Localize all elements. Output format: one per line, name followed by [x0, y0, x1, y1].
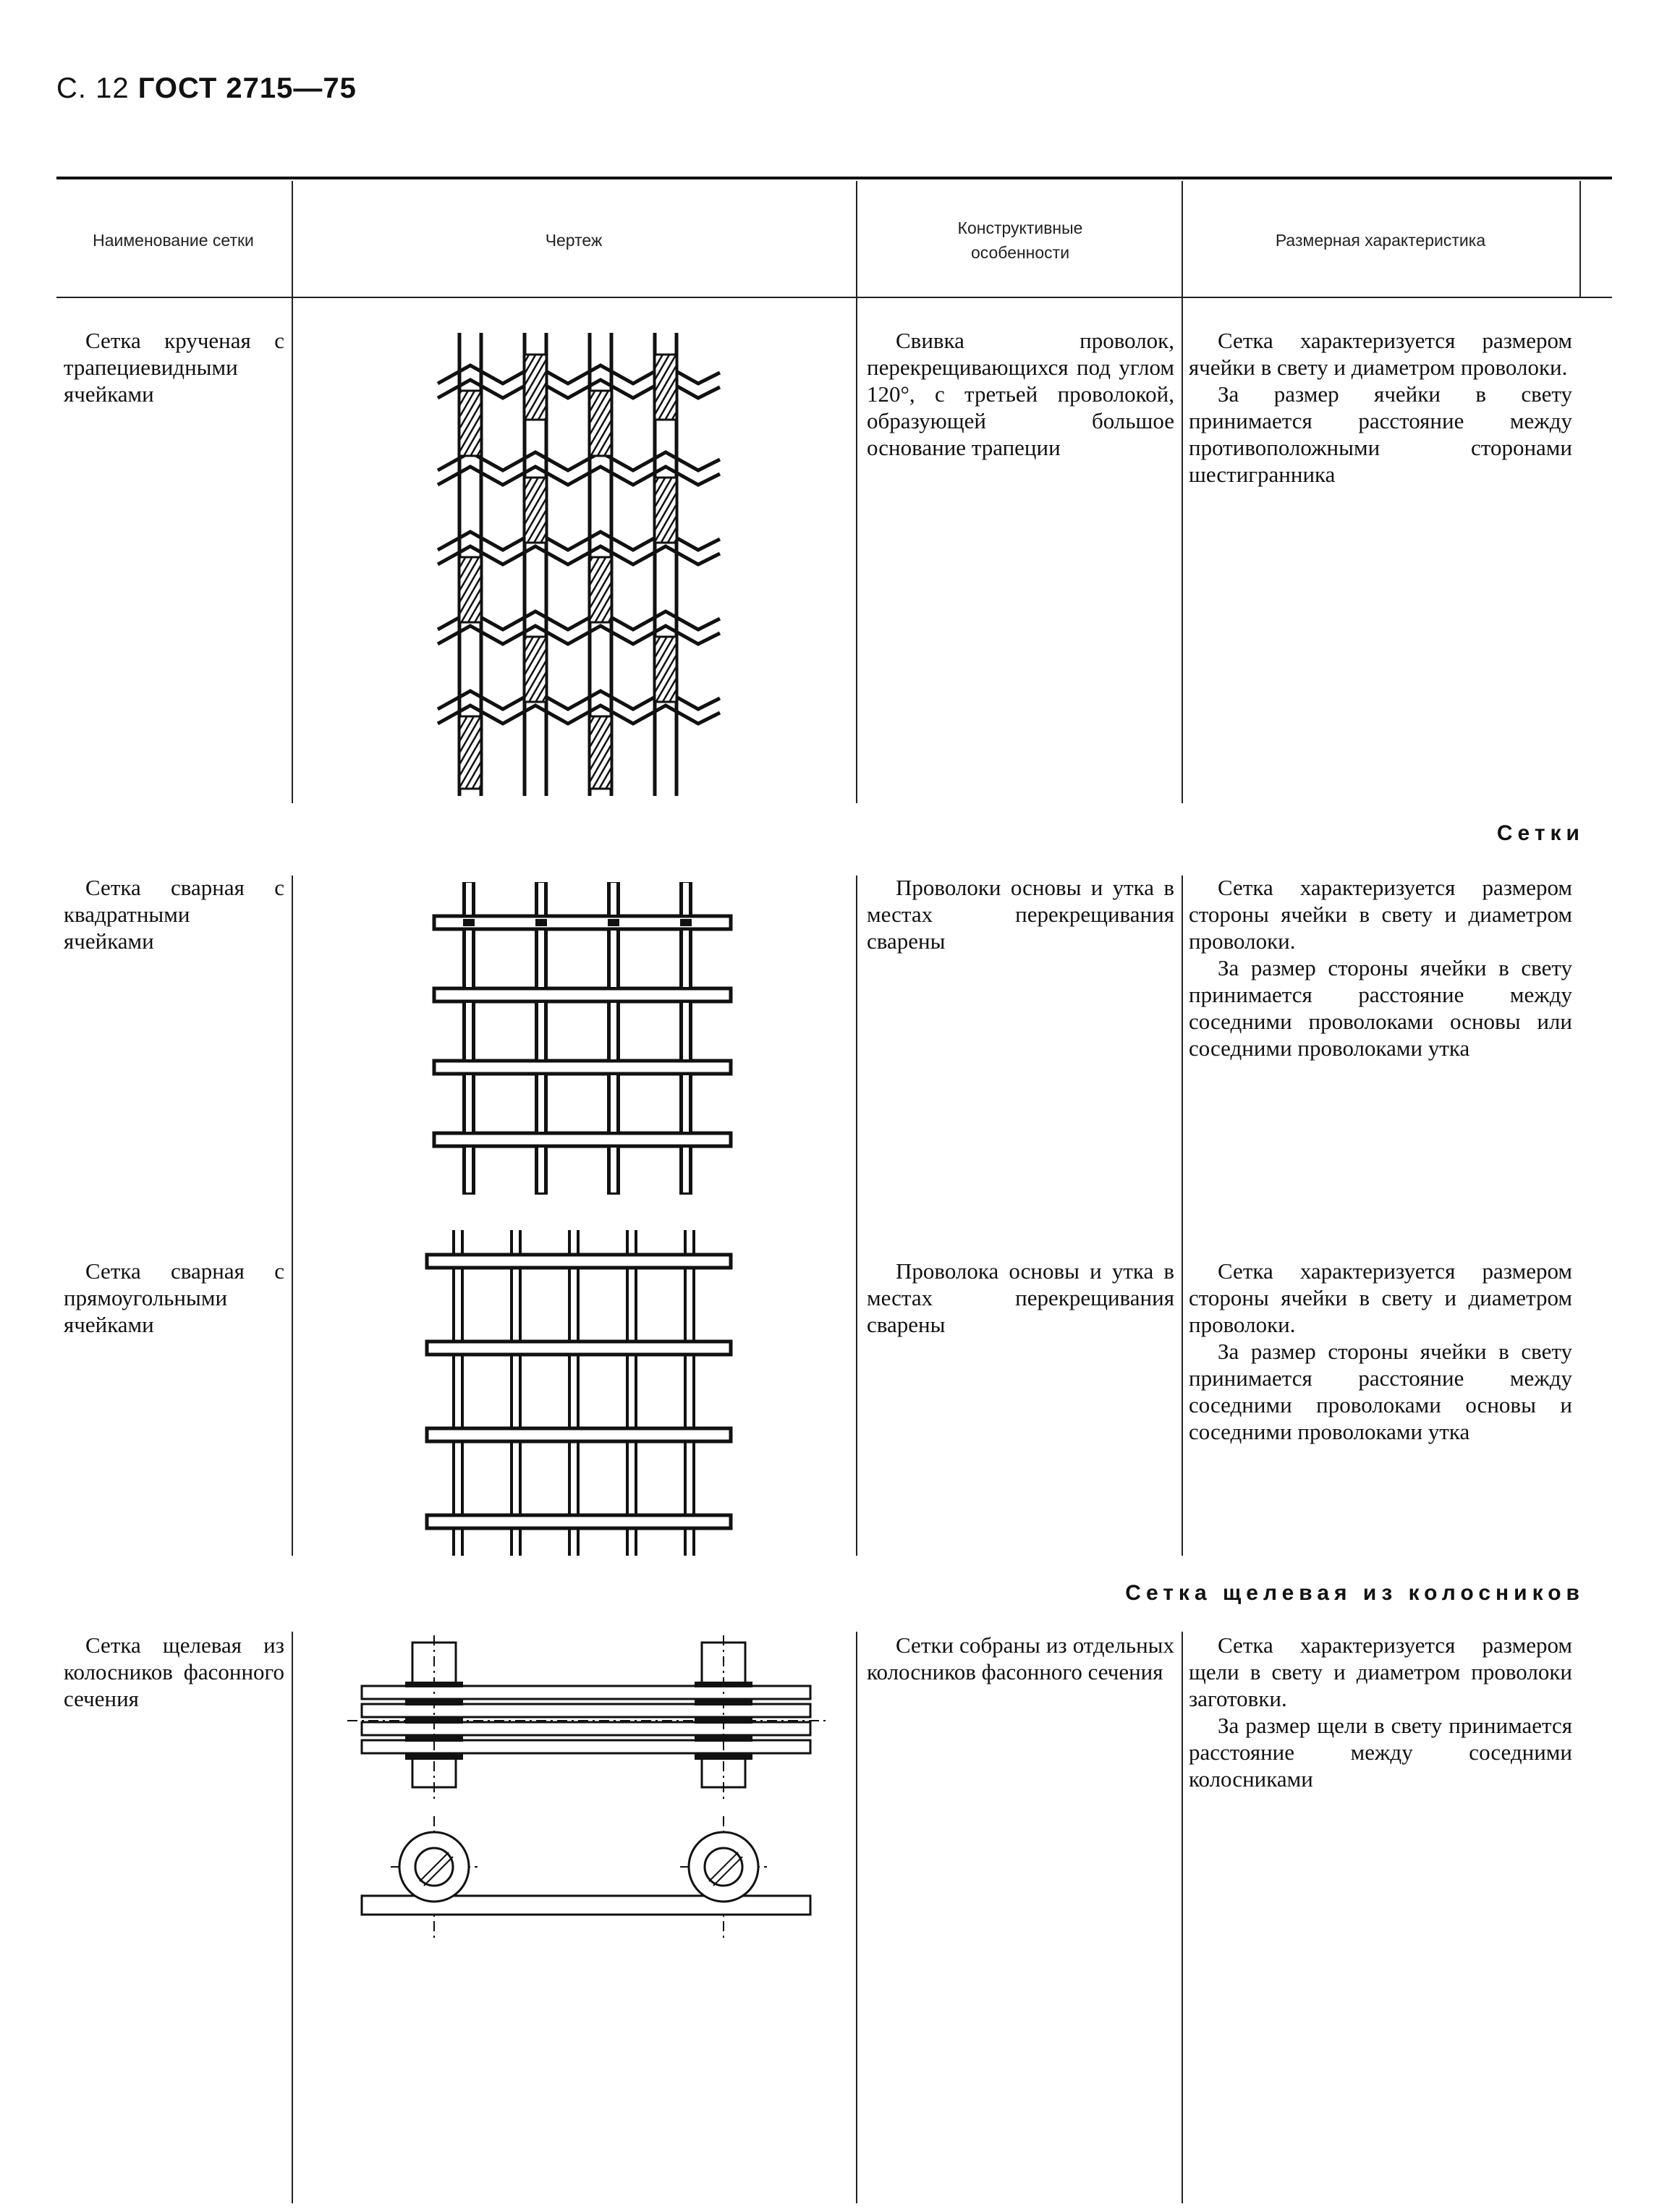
row-features: Свивка проволок, перекрещивающихся под углом 120°, с третьей проволокой, образующей большое основание трапеции — [867, 328, 1174, 460]
row-name: Сетка крученая с трапециевидными ячейками — [64, 328, 284, 407]
row-dimension: Сетка характеризуется размером ячейки в свету и диаметром проволоки. За размер ячейки в свету принимается расстояние между противоположными сторонами шестигранника — [1189, 328, 1572, 487]
column-divider — [1182, 876, 1183, 1556]
page-header — [56, 72, 357, 105]
page-number: С. 12 — [56, 72, 130, 104]
welded-square-mesh-drawing — [427, 883, 738, 1194]
column-divider — [856, 876, 857, 1556]
section-title-welded: Сетки — [1496, 821, 1585, 845]
row-name: Сетка щелевая из колосников фасонного сечения — [64, 1632, 284, 1711]
table-header-rule — [56, 297, 1612, 298]
column-divider — [1579, 181, 1581, 297]
standard-number: ГОСТ 2715—75 — [137, 72, 357, 104]
row-dimension: Сетка характеризуется размером стороны ячейки в свету и диаметром проволоки. За размер стороны ячейки в свету принимается расстояние между соседними проволоками основы и соседними проволоками утка — [1189, 1258, 1572, 1444]
column-header-name: Наименование сетки — [93, 231, 254, 250]
welded-rectangular-mesh-drawing — [423, 1230, 742, 1556]
column-divider — [856, 1632, 857, 2203]
row-dimension: Сетка характеризуется размером щели в свету и диаметром проволоки заготовки. За размер щели в свету принимается расстояние между соседними колосниками — [1189, 1632, 1572, 1792]
twisted-mesh-drawing — [427, 333, 731, 803]
column-divider — [292, 1632, 293, 2203]
column-divider — [292, 181, 293, 803]
row-name: Сетка сварная с прямоугольными ячейками — [64, 1258, 284, 1337]
column-divider — [292, 876, 293, 1556]
section-title-slotted: Сетка щелевая из колосников — [1125, 1581, 1585, 1605]
row-name: Сетка сварная с квадратными ячейками — [64, 875, 284, 954]
row-dimension: Сетка характеризуется размером стороны ячейки в свету и диаметром проволоки. За размер стороны ячейки в свету принимается расстояние между соседними проволоками основы или соседними проволоками утка — [1189, 875, 1572, 1061]
column-header-features: Конструктивные особенности — [957, 219, 1083, 262]
row-features: Сетки собраны из отдельных колосников фасонного сечения — [867, 1632, 1174, 1685]
table-top-rule — [56, 177, 1612, 179]
column-divider — [856, 181, 857, 803]
slotted-grate-drawing — [347, 1635, 839, 1939]
row-features: Проволоки основы и утка в местах перекрещивания сварены — [867, 875, 1174, 954]
column-divider — [1182, 1632, 1183, 2203]
row-features: Проволока основы и утка в местах перекрещивания сварены — [867, 1258, 1174, 1337]
column-header-drawing: Чертеж — [545, 231, 603, 250]
column-header-dimension: Размерная характеристика — [1275, 231, 1486, 250]
column-divider — [1182, 181, 1183, 803]
